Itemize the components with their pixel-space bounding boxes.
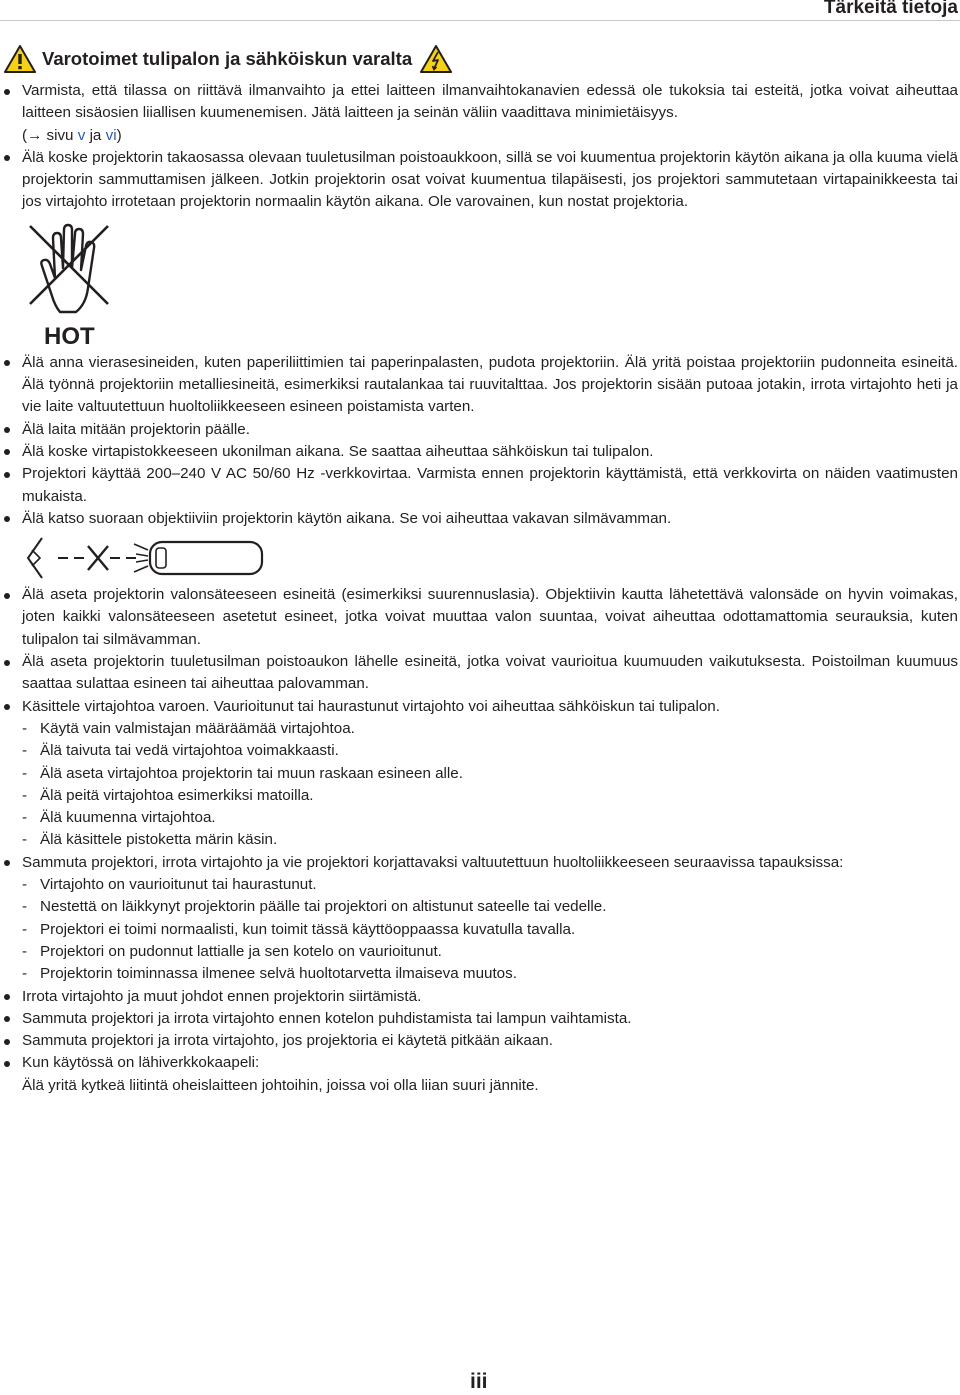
list-item-text: Älä koske projektorin takaosassa olevaan tuuletusilman poistoaukkoon, sillä se voi kuumentua projektorin käytön aikana ja olla kuuma vielä projektorin sammuttamisen jälkeen. Jotkin projektorin osat voivat kuumentua tilapäisesti, jos projektori sammutetaan virtapainikkeesta tai jos virtajohto irrotetaan projektorin normaalin käytön aikana. Ole varovainen, kun nostat projektoria.: [22, 148, 958, 211]
list-item-text: Älä aseta projektorin tuuletusilman poistoaukon lähelle esineitä, jotka voivat vaurioitua kuumuuden vaikutuksesta. Poistoilman kuumuus saattaa sulattaa esineen tai aiheuttaa palovamman.: [22, 653, 958, 693]
header-title: Tärkeitä tietoja: [823, 0, 958, 18]
list-item: [0, 463, 960, 508]
sub-list-item: - Älä taivuta tai vedä virtajohtoa voimakkaasti.: [22, 742, 339, 760]
section-title: Varotoimet tulipalon ja sähköiskun varalta: [42, 48, 413, 69]
page-reference: (→ sivu v ja vi): [22, 126, 122, 144]
hot-surface-figure: [22, 214, 960, 352]
sub-list-item: - Projektorin toiminnassa ilmenee selvä huoltotarvetta ilmaiseva muutos.: [22, 965, 517, 983]
list-item: [0, 80, 960, 147]
list-item: [0, 1052, 960, 1074]
list-item: [0, 1030, 960, 1052]
sub-list-item: - Älä aseta virtajohtoa projektorin tai muun raskaan esineen alle.: [22, 764, 463, 782]
list-item-continuation: Älä yritä kytkeä liitintä oheislaitteen johtoihin, joissa voi olla liian suuri jännite.: [22, 1076, 539, 1094]
list-item-text: Sammuta projektori ja irrota virtajohto, jos projektoria ei käytetä pitkään aikaan.: [22, 1032, 553, 1050]
sub-list-item: - Älä käsittele pistoketta märin käsin.: [22, 831, 278, 849]
do-not-look-into-lens-figure: [22, 530, 960, 584]
list-item-text: Älä anna vierasesineiden, kuten paperiliittimien tai paperinpalasten, pudota projektoriin. Älä yritä poistaa projektoriin pudonneita esineitä. Älä työnnä projektoriin metalliesineitä, esimerkiksi rautalankaa tai ruuvitalttaa. Jos projektorin sisään putoaa jotakin, irrota virtajohto heti ja vie laite valtuutettuun huoltoliikkeeseen esineen poistamista varten.: [22, 353, 958, 416]
sub-list-item: - Älä kuumenna virtajohtoa.: [22, 809, 216, 827]
sub-list-item: - Käytä vain valmistajan määräämää virtajohtoa.: [22, 719, 355, 737]
list-item-text: Älä aseta projektorin valonsäteeseen esineitä (esimerkiksi suurennuslasia). Objektiivin kautta lähetettävä valonsäde on hyvin voimakas, joten kaikki valonsäteeseen asetetut esineet, jotka voivat muuttaa valon suuntaa, voivat aiheuttaa odottamattomia seurauksia, kuten tulipalon tai silmävamman.: [22, 586, 958, 648]
list-item: [0, 352, 960, 419]
list-item-text: Irrota virtajohto ja muut johdot ennen projektorin siirtämistä.: [22, 987, 422, 1005]
list-item: [0, 696, 960, 718]
list-item-text: Projektori käyttää 200–240 V AC 50/60 Hz -verkkovirtaa. Varmista ennen projektorin käyttämistä, että verkkovirta on näiden vaatimusten mukaista.: [22, 465, 958, 505]
list-item: [0, 147, 960, 214]
page-link-vi[interactable]: vi: [105, 126, 117, 144]
warning-exclamation-icon: [4, 44, 36, 74]
list-item: [0, 651, 960, 696]
hot-label: HOT: [44, 322, 95, 348]
sub-list-item: - Nestettä on läikkynyt projektorin päälle tai projektori on altistunut sateelle tai vedelle.: [22, 898, 607, 916]
list-item-text: Älä laita mitään projektorin päälle.: [22, 420, 250, 438]
page-number: iii: [470, 1370, 488, 1393]
arrow-right-icon: →: [27, 126, 43, 144]
list-item-text: Älä katso suoraan objektiiviin projektorin käytön aikana. Se voi aiheuttaa vakavan silmävamman.: [22, 509, 672, 527]
sub-list-item: - Virtajohto on vaurioitunut tai haurastunut.: [22, 876, 317, 894]
page-content: [0, 80, 960, 1097]
list-item-text: Älä koske virtapistokkeeseen ukonilman aikana. Se saattaa aiheuttaa sähköiskun tai tulipalon.: [22, 442, 654, 460]
list-item: [0, 584, 960, 651]
page-header: [0, 0, 960, 22]
sub-list-item: - Älä peitä virtajohtoa esimerkiksi matoilla.: [22, 786, 314, 804]
list-item-text: Sammuta projektori, irrota virtajohto ja vie projektori korjattavaksi valtuutettuun huoltoliikkeeseen seuraavissa tapauksissa:: [22, 853, 844, 871]
list-item: [0, 441, 960, 463]
list-item-text: Sammuta projektori ja irrota virtajohto ennen kotelon puhdistamista tai lampun vaihtamista.: [22, 1009, 632, 1027]
list-item-text: Kun käytössä on lähiverkkokaapeli:: [22, 1054, 260, 1072]
header-rule: [0, 20, 960, 21]
section-heading: [4, 42, 452, 76]
list-item-text: Varmista, että tilassa on riittävä ilmanvaihto ja ettei laitteen ilmanvaihtokanavien edessä ole tukoksia tai esteitä, jotka voivat aiheuttaa laitteen sisäosien liiallisen kuumenemisen. Jätä laitteen ja seinän väliin vaadittava minimietäisyys.: [22, 82, 958, 122]
list-item: [0, 852, 960, 874]
list-item: [0, 986, 960, 1008]
list-item: [0, 508, 960, 530]
page-link-v[interactable]: v: [77, 126, 86, 144]
do-not-touch-hand-icon: [22, 218, 112, 348]
list-item-text: Käsittele virtajohtoa varoen. Vaurioitunut tai haurastunut virtajohto voi aiheuttaa sähköiskun tai tulipalon.: [22, 697, 720, 715]
sub-list-item: - Projektori on pudonnut lattialle ja sen kotelo on vaurioitunut.: [22, 942, 442, 960]
sub-list-item: - Projektori ei toimi normaalisti, kun toimit tässä käyttöoppaassa kuvatulla tavalla.: [22, 920, 576, 938]
eye-projector-warning-icon: [22, 534, 272, 580]
electric-shock-warning-icon: [420, 44, 452, 74]
list-item: [0, 1008, 960, 1030]
list-item: [0, 419, 960, 441]
